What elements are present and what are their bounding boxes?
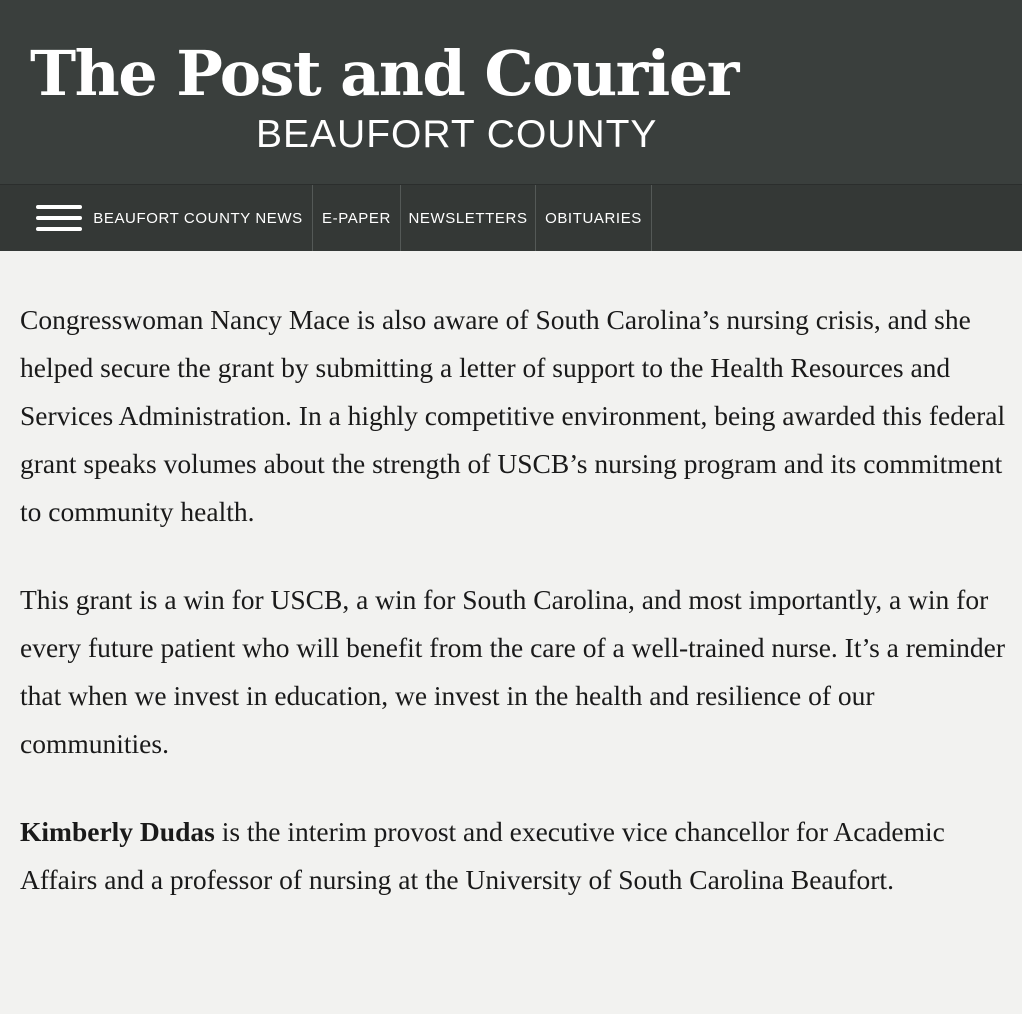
article-body — [20, 296, 1015, 944]
nav-item-e-paper[interactable]: E-PAPER — [322, 210, 391, 227]
article-paragraph: This grant is a win for USCB, a win for South Carolina, and most importantly, a win for every future patient who will benefit from the care of a well-trained nurse. It’s a reminder that when we invest in education, we invest in the health and resilience of our communities. — [20, 584, 1006, 759]
nav-item-beaufort-county-news[interactable]: BEAUFORT COUNTY NEWS — [93, 210, 303, 227]
hamburger-line — [36, 205, 82, 209]
site-logo[interactable]: The Post and Courier — [30, 37, 738, 110]
hamburger-line — [36, 227, 82, 231]
author-name: Kimberly Dudas — [20, 816, 215, 847]
author-bio-text: is the interim provost and executive vice chancellor for Academic Affairs and a professor of nursing at the University of South Carolina Beaufort. — [20, 816, 945, 895]
author-bio — [20, 808, 1015, 904]
article-paragraph: Congresswoman Nancy Mace is also aware of South Carolina’s nursing crisis, and she helped secure the grant by submitting a letter of support to the Health Resources and Services Administration. In a highly competitive environment, being awarded this federal grant speaks volumes about the strength of USCB’s nursing program and its commitment to community health. — [20, 304, 1006, 527]
site-edition-label[interactable]: BEAUFORT COUNTY — [256, 113, 658, 156]
hamburger-line — [36, 216, 82, 220]
nav-divider — [651, 185, 652, 251]
masthead — [0, 0, 1022, 184]
main-nav — [0, 184, 1022, 251]
nav-item-obituaries[interactable]: OBITUARIES — [545, 210, 642, 227]
hamburger-menu-icon[interactable] — [36, 205, 82, 231]
nav-item-newsletters[interactable]: NEWSLETTERS — [408, 210, 528, 227]
